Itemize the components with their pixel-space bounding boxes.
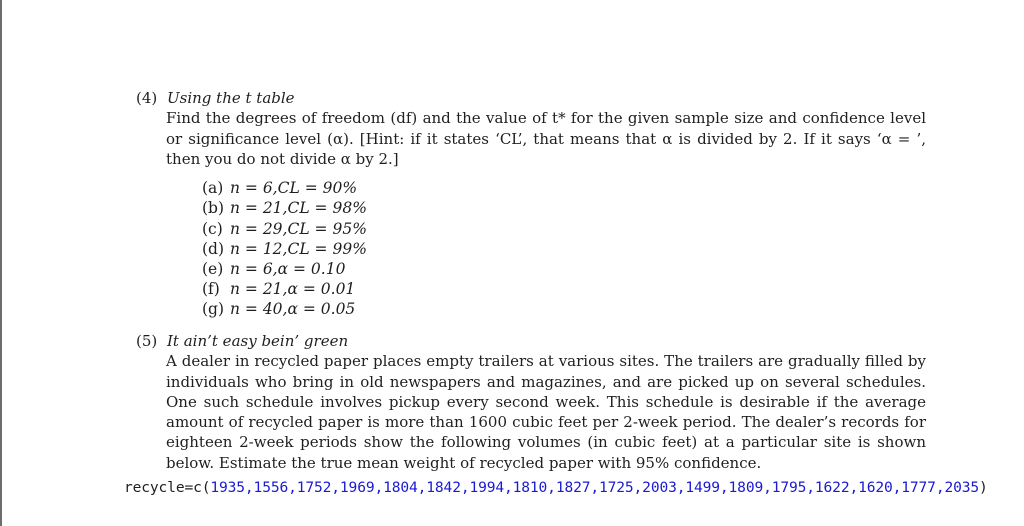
problem-4-title: Using the t table	[167, 89, 295, 107]
problem-4-heading	[136, 88, 926, 108]
list-item	[202, 219, 926, 239]
part-label: (g)	[202, 300, 225, 319]
problem-4-parts	[202, 178, 926, 319]
part-expression: n = 6,CL = 90%	[230, 179, 358, 198]
problem-5-title: It ain’t easy bein’ green	[167, 332, 349, 350]
part-label: (b)	[202, 199, 225, 218]
list-item	[202, 198, 926, 218]
code-suffix: )	[979, 479, 988, 496]
part-label: (f)	[202, 280, 220, 299]
r-code-line	[124, 479, 988, 496]
part-expression: n = 12,CL = 99%	[230, 239, 367, 258]
problem-5-heading	[136, 331, 926, 351]
code-values: 1935,1556,1752,1969,1804,1842,1994,1810,1827,1725,2003,1499,1809,1795,1622,1620,1777,2035	[210, 479, 979, 496]
code-prefix: recycle=c(	[124, 479, 211, 496]
problem-4-instructions: Find the degrees of freedom (df) and the value of t* for the given sample size and confidence level or significance level (α). [Hint: if it states ‘CL’, that means that α is divided by 2. If it says ‘α = ’, then you do not divide α by 2.]	[166, 109, 926, 168]
problem-5-text: A dealer in recycled paper places empty trailers at various sites. The trailers are gradually filled by individuals who bring in old newspapers and magazines, and are picked up on several schedules. One such schedule involves pickup every second week. This schedule is desirable if the average amount of recycled paper is more than 1600 cubic feet per 2-week period. The dealer’s records for eighteen 2-week periods show the following volumes (in cubic feet) at a particular site is shown below. Estimate the true mean weight of recycled paper with 95% confidence.	[166, 352, 926, 472]
part-expression: n = 29,CL = 95%	[230, 219, 367, 238]
part-expression: n = 40,α = 0.05	[230, 300, 356, 319]
part-expression: n = 21,CL = 98%	[230, 199, 367, 218]
list-item	[202, 279, 926, 299]
part-label: (e)	[202, 260, 224, 278]
problem-5-number: (5)	[136, 332, 158, 350]
part-expression: n = 6,α = 0.10	[230, 260, 346, 278]
part-label: (d)	[202, 239, 225, 258]
problem-4-number: (4)	[136, 89, 158, 107]
part-expression: n = 21,α = 0.01	[230, 280, 356, 299]
list-item	[202, 239, 926, 259]
problem-5	[136, 331, 926, 473]
list-item	[202, 178, 926, 198]
part-label: (c)	[202, 219, 223, 238]
list-item	[202, 299, 926, 319]
left-border	[0, 0, 2, 526]
part-label: (a)	[202, 179, 224, 198]
problem-4	[136, 88, 926, 320]
list-item	[202, 259, 926, 279]
